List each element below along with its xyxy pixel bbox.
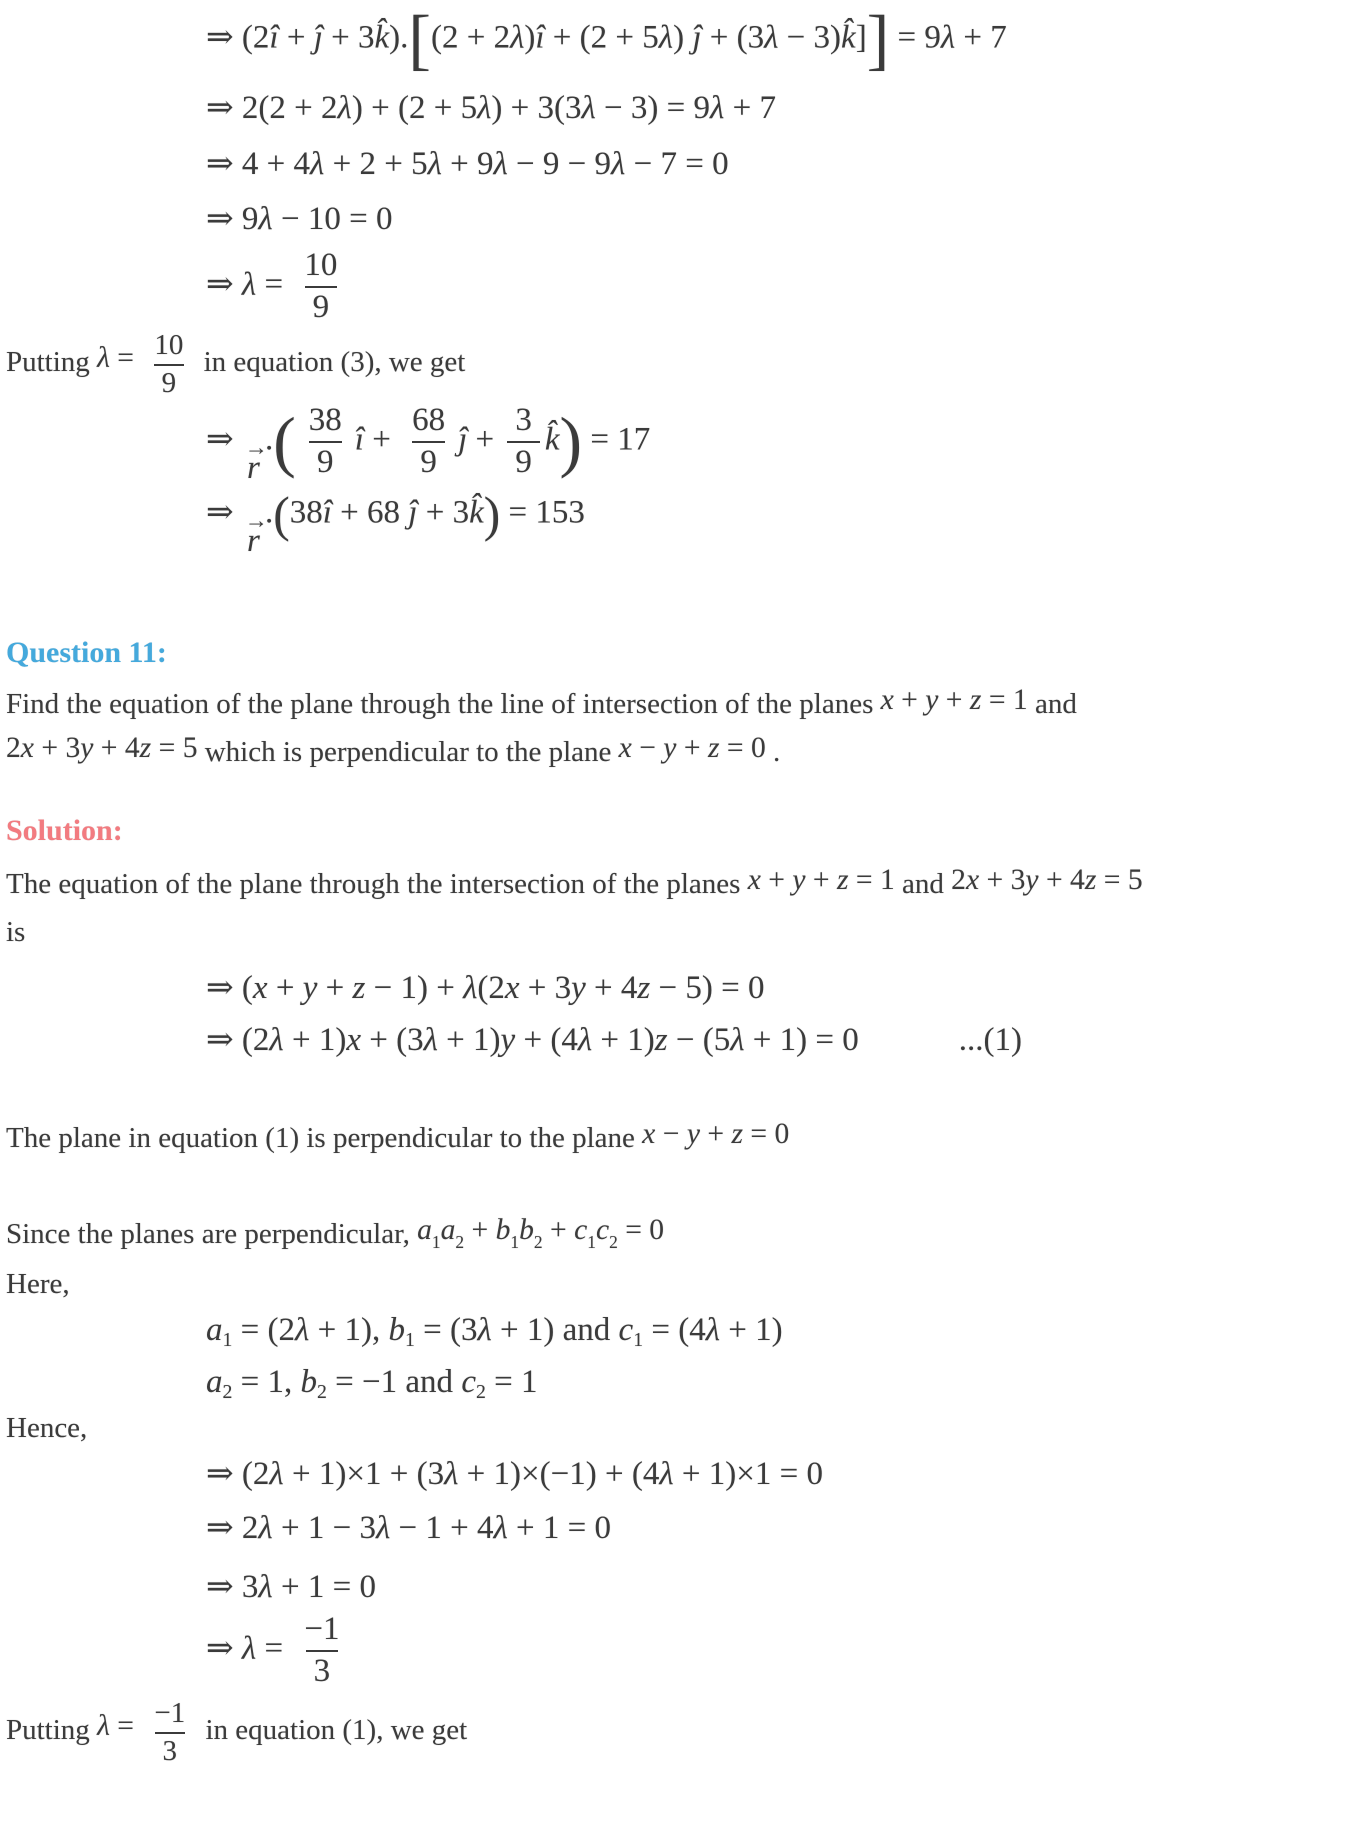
math-text: 10 [304, 247, 338, 284]
bracket: ) [483, 487, 501, 543]
math-text: 2x + 3y + 4z = 5 [6, 731, 198, 764]
heading-question-11 [6, 635, 1344, 671]
paragraph-putting-eq1 [6, 1697, 1344, 1768]
math-text: 3 [313, 1653, 331, 1690]
math-text: 9 [161, 366, 177, 399]
body-text: . [765, 735, 781, 768]
math-text: = 0 [625, 1213, 665, 1246]
paragraph-question-11 [6, 681, 1344, 777]
body-text: The plane in equation (1) is perpendicular to the plane [6, 1121, 643, 1154]
document-page [0, 2, 1356, 1834]
math-text: ⇒ 2λ + 1 − 3λ − 1 + 4λ + 1 = 0 [206, 1510, 612, 1547]
equation-plane-expanded [6, 1018, 1344, 1063]
math-text: . [265, 421, 274, 458]
body-text: in equation (3), we get [196, 346, 466, 379]
body-text: which is perpendicular to the plane [197, 735, 619, 768]
subscript: 1 [222, 1328, 233, 1351]
subscript: 2 [609, 1231, 618, 1252]
math-text: 9 [312, 289, 330, 326]
math-text: + c [550, 1213, 588, 1246]
vector-r: → r [244, 507, 268, 559]
math-text: 3 [162, 1734, 178, 1767]
math-text: λ = [97, 342, 134, 375]
equation-plane-family [6, 966, 1344, 1011]
body-text: Find the equation of the plane through the line of intersection of the planes [6, 688, 881, 721]
math-text: ⇒ [206, 494, 234, 531]
subscript: 2 [455, 1231, 465, 1252]
math-text: 38 [308, 401, 342, 438]
math-text: = 9λ + 7 [897, 19, 1007, 56]
math-text: = (4λ + 1) [651, 1311, 783, 1348]
equation-coefficients-1 [6, 1308, 1344, 1353]
math-text: = (3λ + 1) [423, 1311, 555, 1348]
math-text: ⇒ (2λ + 1)x + (3λ + 1)y + (4λ + 1)z − (5λ + 1) = 0 [206, 1022, 859, 1059]
math-text: ...(1) [958, 1022, 1022, 1059]
fraction [146, 1697, 193, 1768]
subscript: 2 [475, 1381, 486, 1404]
math-text: a [417, 1213, 432, 1246]
math-text: x − y + z = 0 [618, 731, 766, 764]
math-text: ⇒ 4 + 4λ + 2 + 5λ + 9λ − 9 − 9λ − 7 = 0 [206, 146, 729, 183]
subscript: 1 [404, 1328, 415, 1351]
math-text: 9 [515, 443, 532, 480]
equation-collected [6, 142, 1344, 187]
math-text: 2x + 3y + 4z = 5 [951, 863, 1143, 896]
paragraph-perpendicular-condition [6, 1211, 1344, 1259]
body-text: is [6, 915, 26, 948]
math-text: a [440, 1213, 456, 1246]
paragraph-solution-intro [6, 861, 1344, 956]
math-text: k̂ [544, 421, 560, 458]
equation-coefficients-2 [6, 1360, 1344, 1405]
math-text: ĵ + [458, 421, 495, 458]
math-text: 68 [412, 401, 446, 438]
bracket: ( [273, 487, 290, 543]
equation-r-153 [6, 487, 1344, 559]
math-text: ⇒ λ = [206, 266, 284, 303]
math-text: c [461, 1364, 476, 1401]
body-text: Putting [6, 346, 98, 379]
math-text: (2 + 2λ)î + (2 + 5λ) ĵ + (3λ − 3)k̂] [430, 19, 867, 56]
body-text: and [554, 1311, 619, 1348]
subscript: 1 [510, 1231, 520, 1252]
math-text: î + [354, 421, 391, 458]
math-text: 9 [420, 443, 437, 480]
body-text: Putting [6, 1714, 98, 1747]
fraction [296, 247, 345, 327]
subscript: 2 [317, 1381, 327, 1404]
equation-three-lambda [6, 1565, 1344, 1610]
fraction [507, 402, 540, 482]
bracket: ( [273, 403, 296, 479]
math-text: ⇒ 3λ + 1 = 0 [206, 1568, 376, 1605]
math-text: = 17 [590, 421, 651, 458]
math-text: ⇒ (2λ + 1)×1 + (3λ + 1)×(−1) + (4λ + 1)×1 = 0 [206, 1455, 824, 1492]
math-text: ⇒ (x + y + z − 1) + λ(2x + 3y + 4z − 5) = 0 [206, 969, 765, 1006]
body-text: and [1027, 688, 1077, 721]
equation-simplified-2 [6, 1506, 1344, 1551]
fraction [301, 402, 350, 482]
math-text: x + y + z = 1 [747, 863, 895, 896]
math-text: b [519, 1213, 534, 1246]
subscript: 2 [222, 1381, 233, 1404]
math-text: −1 [304, 1611, 340, 1648]
equation-lambda-value [6, 247, 1344, 327]
equation-nine-lambda [6, 197, 1344, 242]
fraction [146, 329, 191, 400]
body-text: in equation (1), we get [198, 1714, 468, 1747]
vector-r: → r [244, 434, 268, 486]
math-text: ⇒ [206, 421, 234, 458]
paragraph-hence [6, 1405, 1344, 1452]
math-text: ⇒ 2(2 + 2λ) + (2 + 5λ) + 3(3λ − 3) = 9λ + 7 [206, 89, 776, 126]
math-text: x + y + z = 1 [880, 684, 1028, 717]
math-text: c [595, 1213, 610, 1246]
math-text: −1 [154, 1697, 186, 1730]
body-text: Hence, [6, 1411, 88, 1444]
equation-r-fractions [6, 401, 1344, 486]
math-text: ⇒ (2î + ĵ + 3k̂). [206, 19, 409, 56]
math-text: . [265, 494, 274, 531]
subscript: 2 [533, 1231, 543, 1252]
subscript: 1 [587, 1231, 596, 1252]
bracket: [ [408, 2, 431, 77]
bracket: ] [866, 2, 890, 77]
equation-expanded [6, 86, 1344, 131]
math-text: 10 [154, 329, 184, 362]
math-text: = 1 [494, 1364, 538, 1401]
math-text: 38î + 68 ĵ + 3k̂ [289, 494, 484, 531]
body-text: Question 11: [6, 636, 167, 670]
body-text: and [894, 867, 952, 900]
equation-substitution [6, 1452, 1344, 1497]
heading-solution [6, 813, 1344, 849]
bracket: ) [559, 403, 583, 479]
math-text: a [206, 1364, 223, 1401]
math-text: = −1 [335, 1364, 398, 1401]
math-text: a [206, 1311, 223, 1348]
fraction [296, 1611, 347, 1691]
body-text: The equation of the plane through the intersection of the planes [6, 867, 748, 900]
equation-lambda-neg-third [6, 1611, 1344, 1691]
vector-arrow-icon: → [244, 434, 268, 461]
document-content [0, 2, 1356, 1768]
math-text: λ = [97, 1710, 134, 1743]
equation-dot-product [6, 2, 1344, 77]
subscript: 1 [431, 1231, 441, 1252]
body-text: Here, [6, 1267, 70, 1300]
math-text: + b [471, 1213, 511, 1246]
body-text: Solution: [6, 813, 123, 847]
math-text: x − y + z = 0 [642, 1117, 790, 1150]
math-text: 9 [317, 443, 334, 480]
body-text: and [397, 1364, 462, 1401]
math-text: = 1, b [240, 1364, 318, 1401]
math-text: = (2λ + 1), b [240, 1311, 405, 1348]
vector-arrow-icon: → [244, 507, 268, 534]
math-text: ⇒ λ = [206, 1630, 284, 1667]
fraction [404, 402, 453, 482]
math-text: c [618, 1311, 634, 1348]
math-text: 3 [515, 401, 532, 438]
paragraph-putting-eq3 [6, 329, 1344, 400]
paragraph-here [6, 1261, 1344, 1308]
paragraph-perpendicular [6, 1115, 1344, 1163]
subscript: 1 [633, 1328, 644, 1351]
body-text: Since the planes are perpendicular, [6, 1217, 418, 1250]
math-text: ⇒ 9λ − 10 = 0 [206, 200, 393, 237]
math-text: = 153 [508, 494, 585, 531]
